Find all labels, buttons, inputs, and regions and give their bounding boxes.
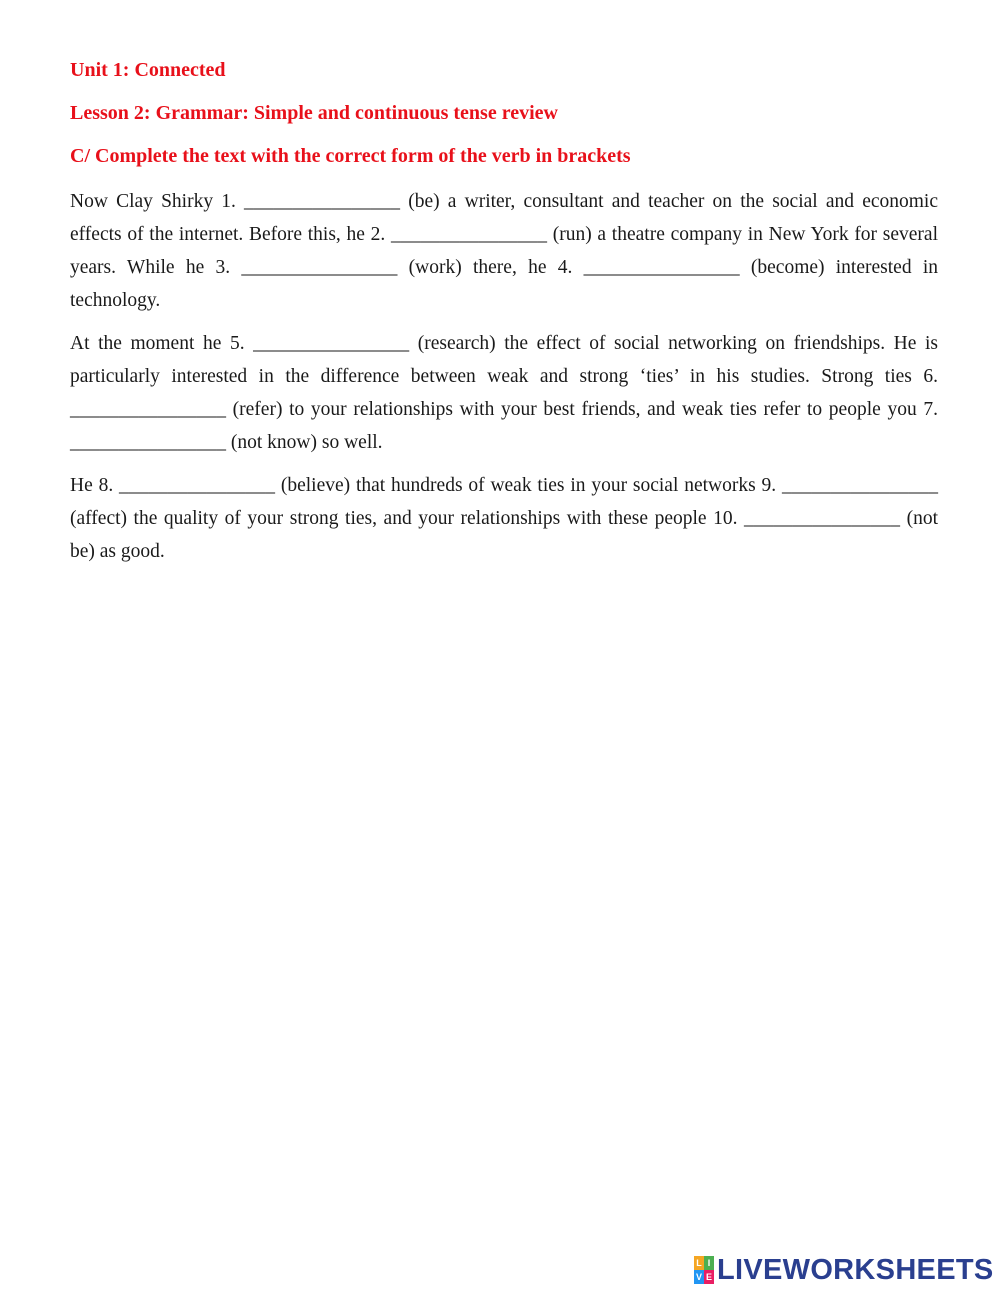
exercise-instruction: C/ Complete the text with the correct form of the verb in brackets xyxy=(70,145,631,167)
logo-mark-letter: E xyxy=(705,1272,712,1282)
logo-mark-letter: I xyxy=(704,1256,714,1270)
lesson-title: Lesson 2: Grammar: Simple and continuous tense review xyxy=(70,102,558,124)
logo-mark-letter: V xyxy=(695,1272,702,1282)
exercise-paragraph-3: He 8. ________________ (believe) that hundreds of weak ties in your social networks 9. ________________ (affect) the quality of your strong ties, and your relationships with these people 10. ________________ (not be) as good. xyxy=(70,475,938,562)
logo-text: LIVEWORKSHEETS xyxy=(717,1253,994,1286)
logo-mark-letter: L xyxy=(694,1256,704,1270)
unit-title: Unit 1: Connected xyxy=(70,59,226,81)
liveworksheets-logo-icon xyxy=(694,1256,714,1284)
exercise-paragraph-1: Now Clay Shirky 1. ________________ (be) a writer, consultant and teacher on the social and economic effects of the internet. Before this, he 2. ________________ (run) a theatre company in New York for several years. While he 3. ________________ (work) there, he 4. ________________ (become) interested in technology. xyxy=(70,191,938,311)
liveworksheets-logo xyxy=(694,1254,994,1286)
exercise-paragraph-2: At the moment he 5. ________________ (research) the effect of social networking on friendships. He is particularly interested in the difference between weak and strong ‘ties’ in his studies. Strong ties 6. ________________ (refer) to your relationships with your best friends, and weak ties refer to people you 7. ________________ (not know) so well. xyxy=(70,333,938,453)
worksheet-content xyxy=(70,56,938,578)
